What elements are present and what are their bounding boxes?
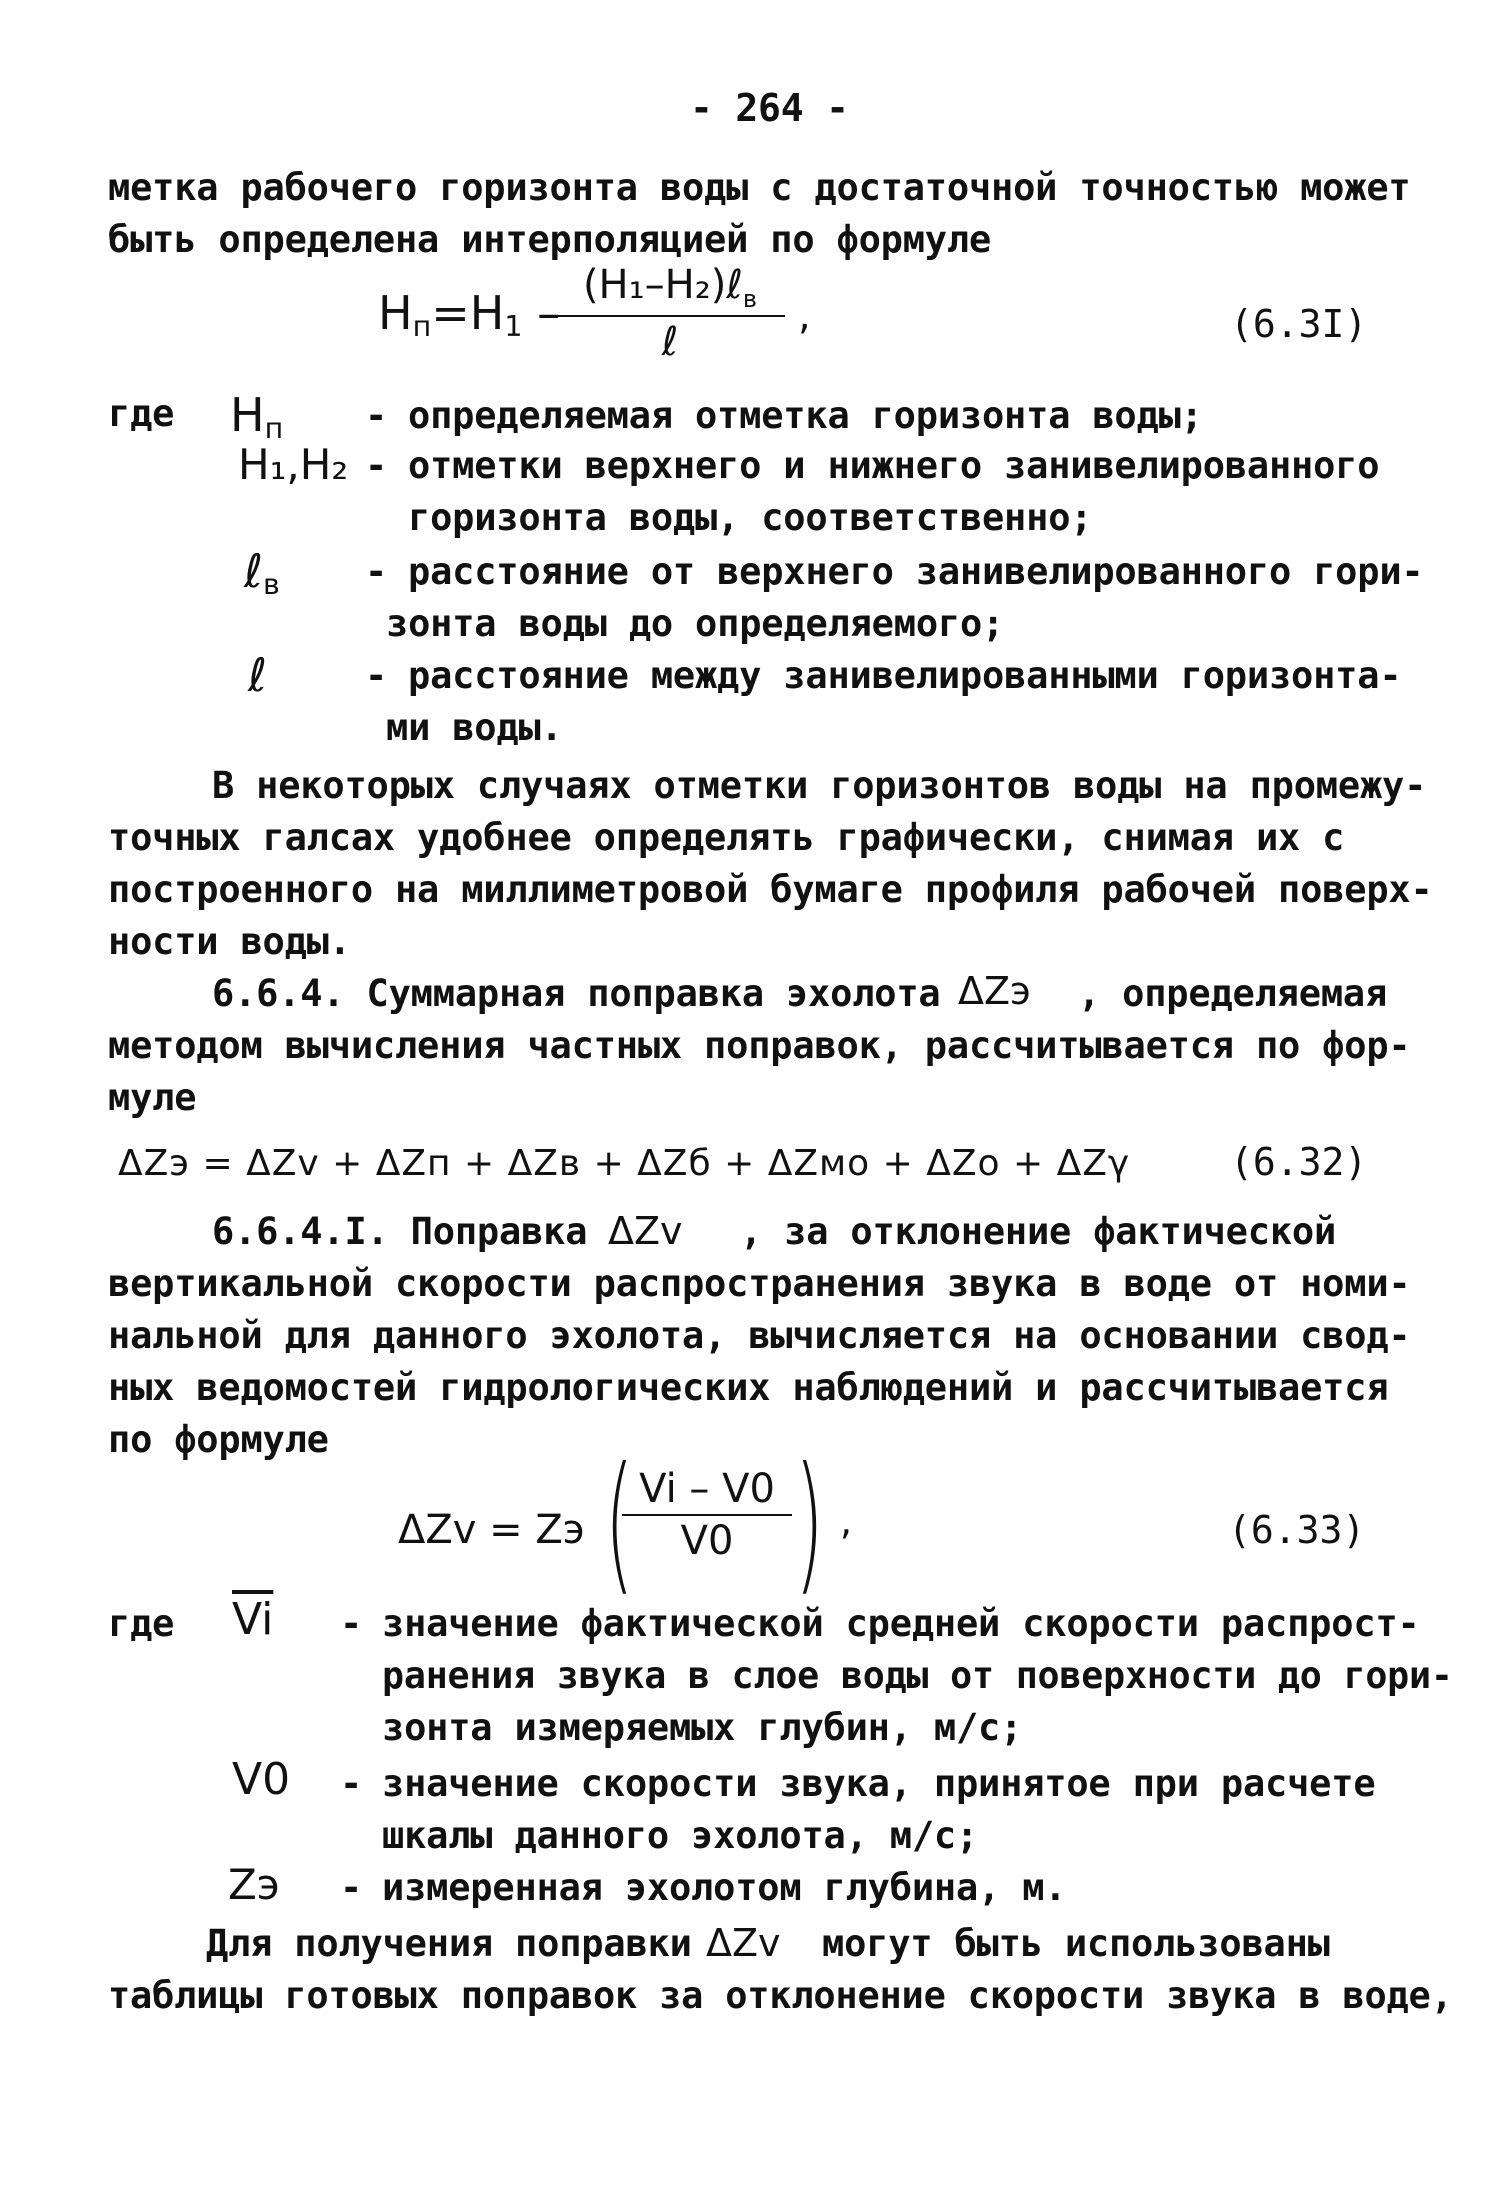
def-text: расстояние от верхнего занивелированного гори-: [408, 550, 1424, 593]
def-dash: -: [365, 550, 388, 593]
fraction-bar: [622, 1514, 792, 1516]
left-paren: (: [604, 1436, 634, 1610]
paragraph-line: муле: [108, 1076, 197, 1119]
intro-line-1: метка рабочего горизонта воды с достаточной точностью может: [108, 166, 1411, 209]
fraction-denominator: V0: [680, 1518, 734, 1564]
equation-number-6-33: (6.33): [1228, 1508, 1366, 1552]
formula-6-32: ΔZэ = ΔZv + ΔZп + ΔZв + ΔZб + ΔZмо + ΔZо + ΔZγ: [118, 1143, 1131, 1184]
paragraph-line: точных галсах удобнее определять графически, снимая их с: [108, 816, 1345, 859]
def-dash: -: [340, 1866, 363, 1909]
formula-fraction: [622, 1466, 792, 1564]
def-text: значение фактической средней скорости распрост-: [382, 1602, 1420, 1645]
def-symbol-h1h2: H₁,H₂: [238, 440, 349, 489]
equation-number-6-32: (6.32): [1230, 1140, 1368, 1184]
paragraph-line: построенного на миллиметровой бумаге профиля рабочей поверх-: [108, 868, 1433, 911]
formula-fraction: [555, 262, 785, 365]
formula-lhs: $H_п=H_1$ –: [378, 286, 561, 344]
def-dash: -: [365, 394, 388, 437]
fraction-denominator: ℓ: [661, 319, 679, 365]
def-text: зонта измеряемых глубин, м/с;: [382, 1706, 1023, 1749]
def-symbol-l: ℓ: [248, 648, 268, 702]
def-dash: -: [365, 444, 388, 487]
where-label: где: [108, 1602, 175, 1645]
formula-comma: ,: [798, 293, 811, 339]
def-symbol-ze: Zэ: [228, 1860, 280, 1909]
def-text: ранения звука в слое воды от поверхности до гори-: [382, 1654, 1453, 1697]
def-symbol-hp: $H_п$: [230, 388, 284, 446]
def-text: шкалы данного эхолота, м/с;: [382, 1814, 979, 1857]
paragraph-line: по формуле: [108, 1418, 329, 1461]
fraction-bar: [555, 315, 785, 317]
paragraph-line: , определяемая: [1078, 972, 1388, 1015]
def-symbol-v0: V0: [232, 1754, 291, 1805]
paragraph-line: В некоторых случаях отметки горизонтов воды на промежу-: [212, 764, 1427, 807]
intro-line-2: быть определена интерполяцией по формуле: [108, 218, 992, 261]
paragraph-line: методом вычисления частных поправок, рассчитывается по фор-: [108, 1024, 1411, 1067]
paragraph-line: ности воды.: [108, 920, 351, 963]
fraction-numerator: Vi – V0: [639, 1466, 775, 1512]
paragraph-line: могут быть использованы: [822, 1922, 1330, 1965]
right-paren: ): [794, 1436, 824, 1610]
def-text: расстояние между занивелированными горизонта-: [408, 654, 1402, 697]
equation-number-6-31: (6.3I): [1230, 302, 1368, 346]
inline-symbol-dzv: ΔZv: [706, 1921, 781, 1965]
inline-symbol-dze: ΔZэ: [958, 969, 1031, 1013]
def-dash: -: [365, 654, 388, 697]
def-text: отметки верхнего и нижнего занивелированного: [408, 444, 1380, 487]
paragraph-line: 6.6.4. Суммарная поправка эхолота: [212, 972, 941, 1015]
paragraph-line: Для получения поправки: [206, 1922, 692, 1965]
def-symbol-vi: $\overline{Vi}$: [232, 1594, 274, 1645]
paragraph-line: 6.6.4.I. Поправка: [212, 1210, 588, 1253]
def-dash: -: [340, 1762, 363, 1805]
formula-comma: ,: [840, 1499, 853, 1543]
paragraph-line: , за отклонение фактической: [740, 1210, 1337, 1253]
def-text: зонта воды до определяемого;: [386, 602, 1005, 645]
def-dash: -: [340, 1602, 363, 1645]
paragraph-line: нальной для данного эхолота, вычисляется на основании свод-: [108, 1314, 1411, 1357]
inline-symbol-dzv: ΔZv: [608, 1209, 683, 1253]
def-text: определяемая отметка горизонта воды;: [408, 394, 1203, 437]
def-text: измеренная эхолотом глубина, м.: [382, 1866, 1067, 1909]
def-text: ми воды.: [386, 706, 563, 749]
paragraph-line: таблицы готовых поправок за отклонение скорости звука в воде,: [108, 1974, 1453, 2017]
page-number: - 264 -: [690, 86, 849, 130]
def-text: значение скорости звука, принятое при расчете: [382, 1762, 1376, 1805]
paragraph-line: ных ведомостей гидрологических наблюдений и рассчитывается: [108, 1366, 1389, 1409]
formula-lhs: ΔZv = Zэ: [398, 1507, 585, 1553]
def-symbol-lv: ℓ$_в$: [244, 544, 280, 602]
def-text: горизонта воды, соответственно;: [408, 496, 1093, 539]
fraction-numerator: (H₁–H₂)ℓ$_в$: [582, 262, 758, 313]
paragraph-line: вертикальной скорости распространения звука в воде от номи-: [108, 1262, 1411, 1305]
where-label: где: [108, 392, 175, 435]
